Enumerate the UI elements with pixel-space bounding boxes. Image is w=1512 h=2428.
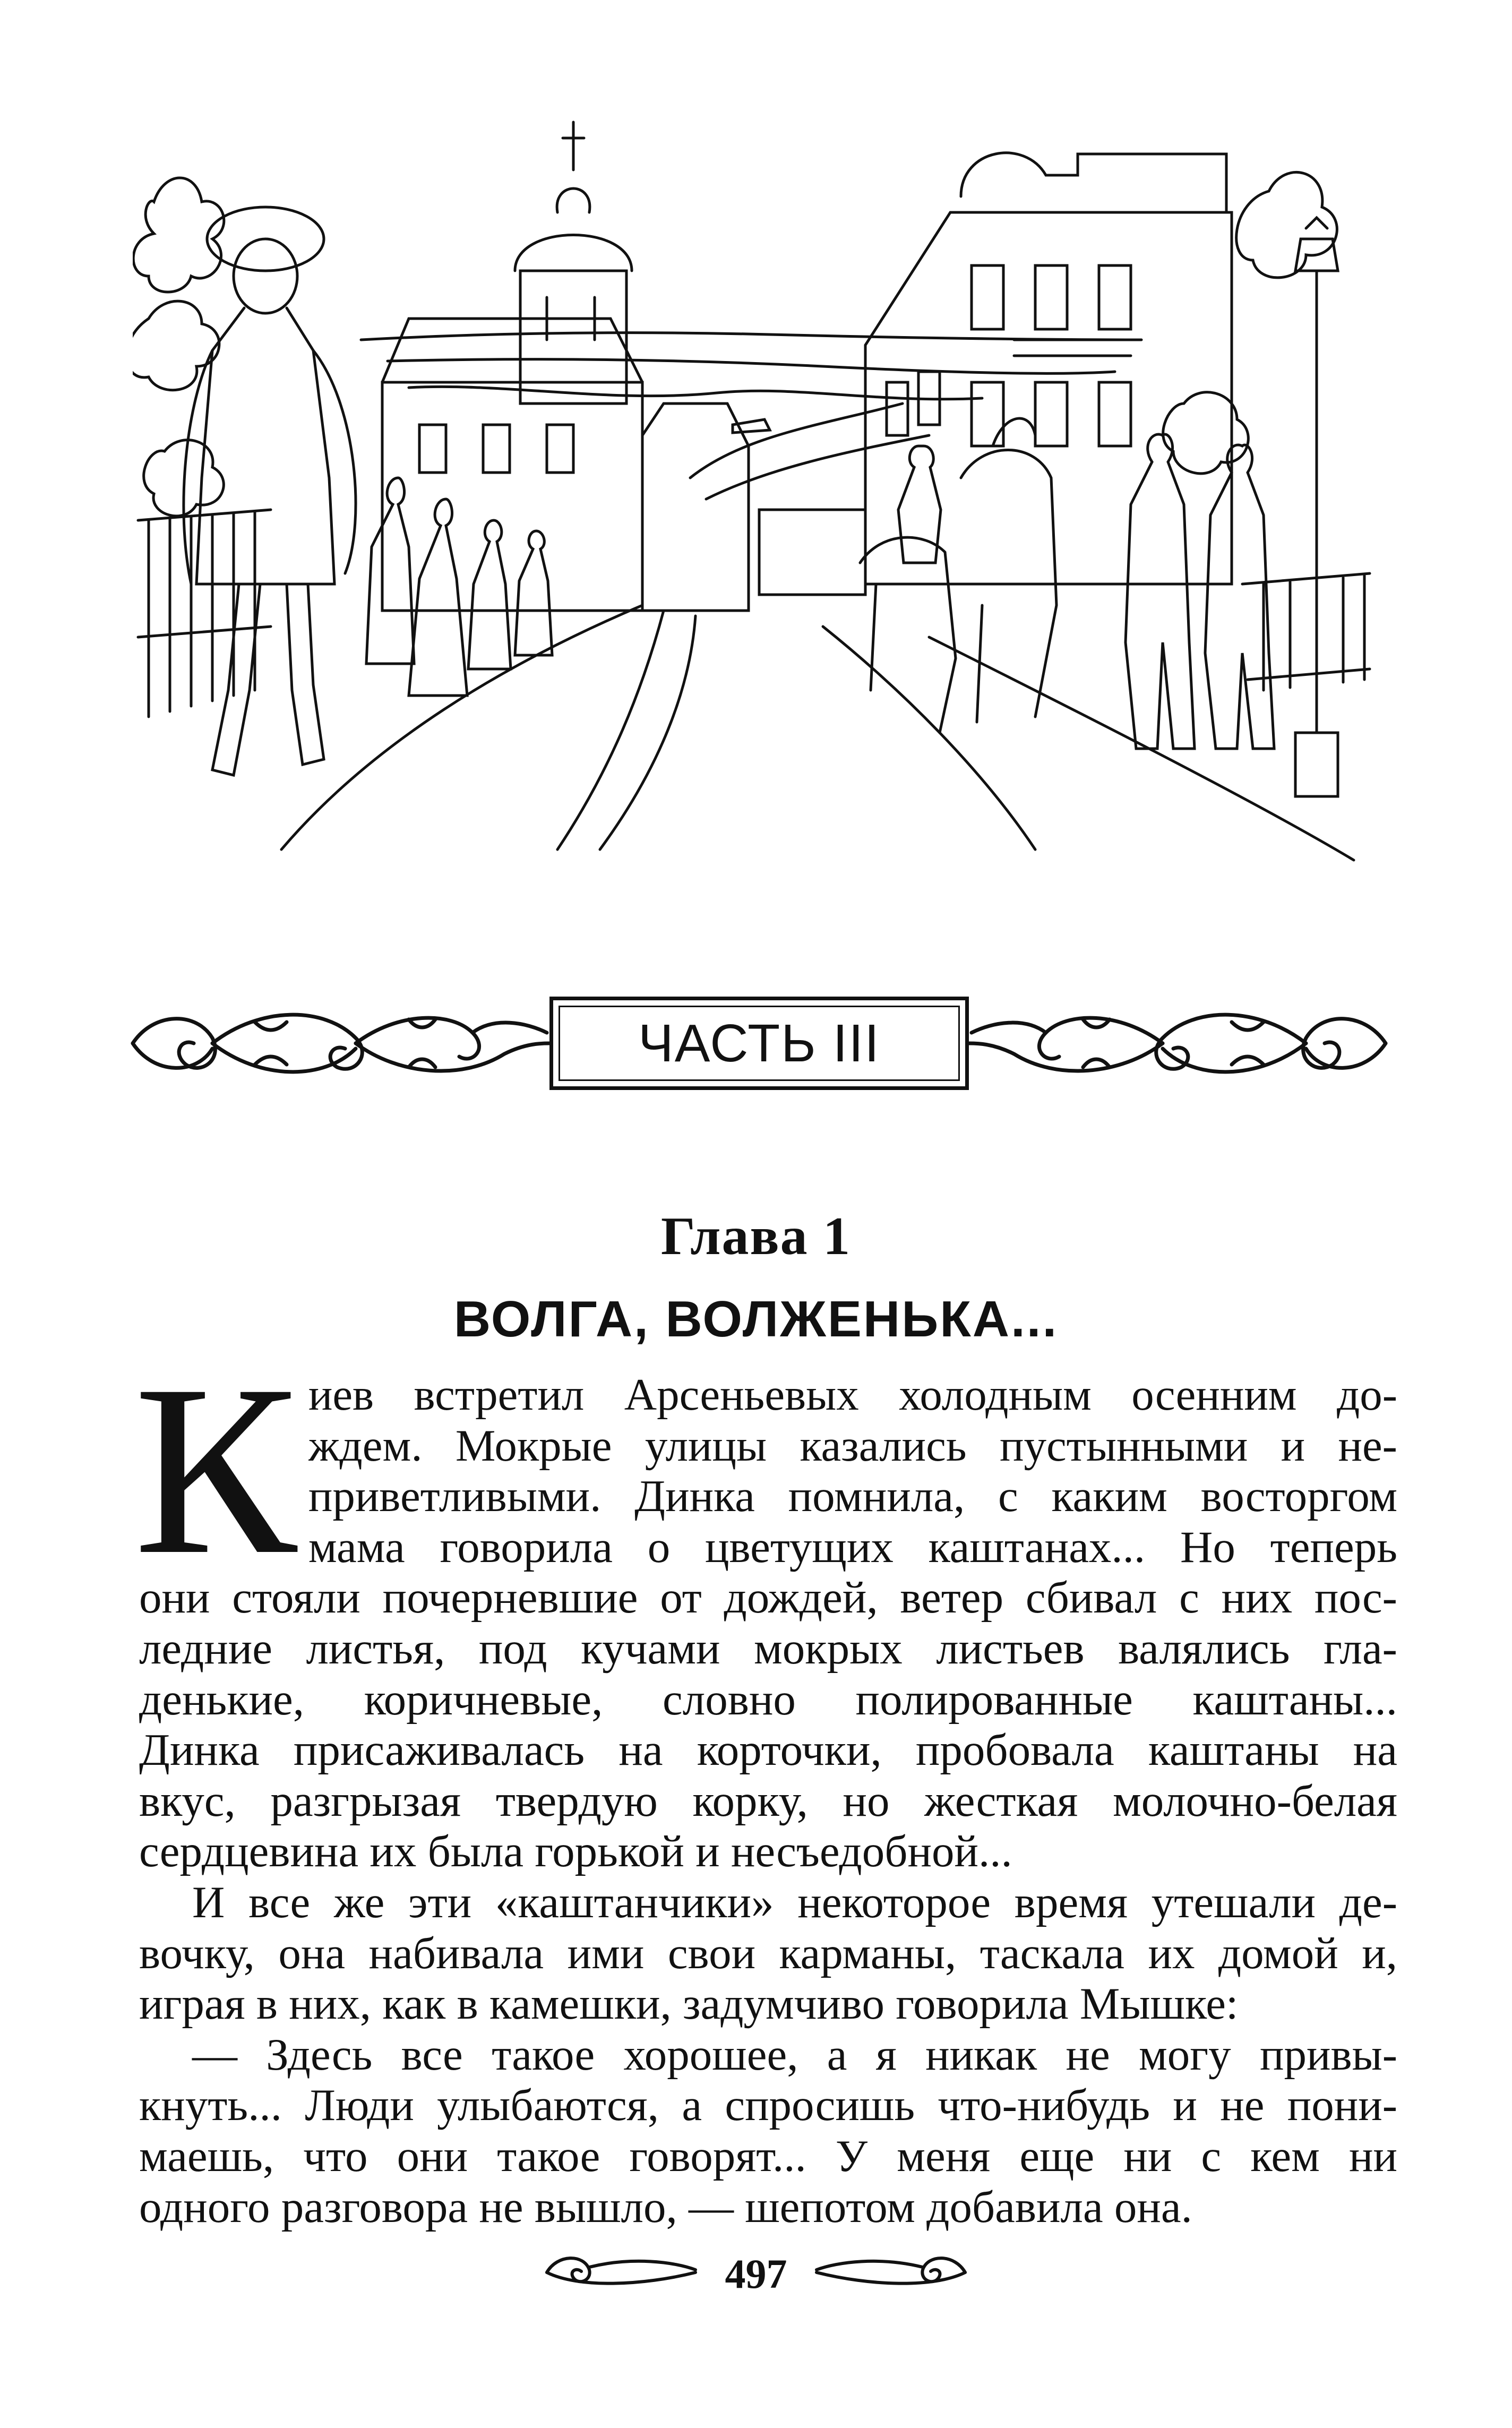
text-line: мама говорила о цветущих каштанах... Но теперь [308, 1522, 1397, 1572]
text-line: вочку, она набивала ими свои карманы, таскала их домой и, [139, 1928, 1397, 1978]
text-line: денькие, коричневые, словно полированные каштаны... [139, 1674, 1397, 1725]
body-text [134, 1334, 1397, 2233]
street-illustration [133, 106, 1375, 871]
text-line: И все же эти «каштанчики» некоторое время утешали де- [192, 1877, 1397, 1927]
page-footer [0, 2246, 1512, 2299]
text-line: ждем. Мокрые улицы казались пустынными и не- [308, 1420, 1397, 1471]
text-line: маешь, что они такое говорят... У меня еще ни с кем ни [139, 2131, 1397, 2181]
page-number: 497 [725, 2251, 787, 2297]
text-line: иев встретил Арсеньевых холодным осенним до- [308, 1370, 1397, 1420]
chapter-number: Глава 1 [660, 1206, 852, 1266]
text-line: сердцевина их была горькой и несъедобной... [139, 1826, 1012, 1877]
paragraph-2 [139, 1877, 1397, 2030]
text-line: Динка присаживалась на корточки, пробовала каштаны на [139, 1725, 1397, 1775]
part-banner [122, 990, 1396, 1096]
text-line: одного разговора не вышло, — шепотом добавила она. [139, 2182, 1192, 2232]
paragraph-1 [139, 1370, 1397, 1877]
paragraph-3 [139, 2030, 1397, 2233]
part-title-box [549, 997, 969, 1090]
chapter-title: ВОЛГА, ВОЛЖЕНЬКА... [453, 1291, 1059, 1348]
part-title: ЧАСТЬ III [638, 1013, 880, 1073]
text-line: кнуть... Люди улыбаются, а спросишь что-нибудь и не пони- [139, 2080, 1397, 2131]
text-line: вкус, разгрызая твердую корку, но жесткая молочно-белая [139, 1775, 1397, 1826]
drop-cap: К [134, 1334, 297, 1605]
text-line: они стояли почерневшие от дождей, ветер сбивал с них пос- [139, 1573, 1397, 1623]
text-line: приветливыми. Динка помнила, с каким восторгом [308, 1471, 1397, 1522]
text-line: — Здесь все такое хорошее, а я никак не могу привы- [192, 2029, 1397, 2080]
text-line: играя в них, как в камешки, задумчиво говорила Мышке: [139, 1979, 1239, 2029]
text-line: ледние листья, под кучами мокрых листьев валялись гла- [139, 1623, 1397, 1674]
